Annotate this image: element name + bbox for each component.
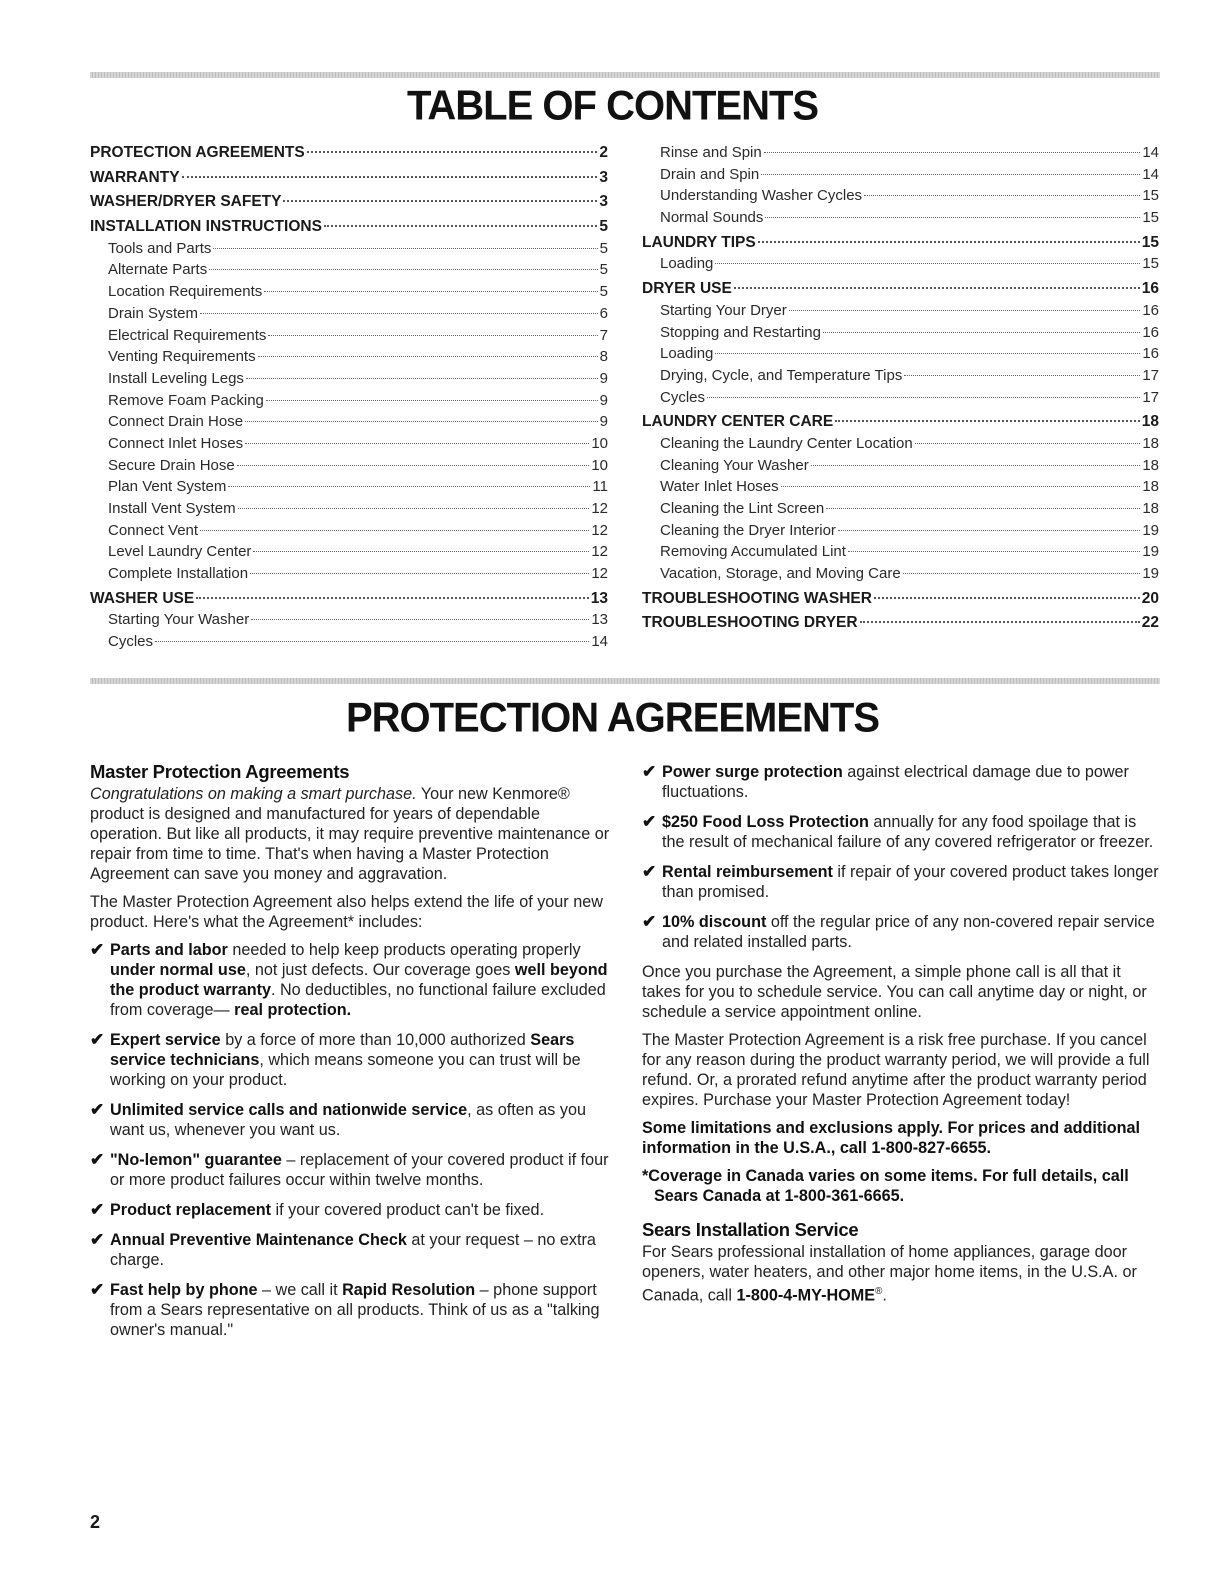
benefit-bold-text: Sears service technicians: [110, 1031, 575, 1069]
toc-entry: [90, 455, 608, 477]
toc-leader-dots: [715, 263, 1140, 264]
benefit-bold-text: Power surge protection: [662, 763, 843, 781]
toc-leader-dots: [268, 335, 597, 336]
toc-entry-page: 9: [599, 369, 608, 387]
intro-italic: Congratulations on making a smart purchase.: [90, 785, 417, 803]
toc-entry-page: 16: [1142, 323, 1159, 341]
toc-entry-page: 11: [592, 478, 608, 496]
benefit-bold-text: Fast help by phone: [110, 1281, 258, 1299]
toc-leader-dots: [258, 356, 598, 357]
toc-entry-label: PROTECTION AGREEMENTS: [90, 144, 305, 161]
toc-entry-page: 7: [599, 326, 608, 344]
toc-entry-label: LAUNDRY CENTER CARE: [642, 413, 834, 431]
toc-entry: [90, 303, 608, 325]
toc-entry-page: 15: [1142, 187, 1159, 205]
toc-entry: [90, 191, 608, 213]
benefit-text: , not just defects. Our coverage goes: [245, 961, 515, 979]
toc-entry: [90, 520, 608, 542]
toc-entry-page: 14: [591, 633, 608, 651]
toc-entry-label: Cleaning the Lint Screen: [660, 500, 825, 517]
benefit-text: – replacement of your covered product if four or more product failures occur within twelve months.: [110, 1151, 609, 1189]
toc-entry-label: Remove Foam Packing: [108, 391, 264, 409]
toc-entry-label: DRYER USE: [642, 280, 732, 298]
toc-entry-label: Cycles: [660, 388, 706, 406]
toc-entry-page: 9: [599, 391, 608, 409]
toc-entry-page: 3: [599, 193, 608, 211]
toc-entry-label: TROUBLESHOOTING DRYER: [642, 614, 858, 632]
toc-entry-label: Starting Your Dryer: [660, 301, 787, 319]
intro-rest: Your new Kenmore® product is designed and manufactured for years of dependable operation. But like all products, it may require preventive maintenance or repair from time to time. That's when having a Master Protection Agreement can save you money and aggravation.: [90, 785, 610, 883]
benefit-text: – phone support from a Sears representative on all products. Think of us as a "talking owner's manual.": [110, 1281, 600, 1339]
toc-entry-page: 18: [1141, 413, 1159, 431]
toc-entry-label: Connect Inlet Hoses: [108, 434, 244, 452]
toc-leader-dots: [324, 225, 597, 227]
toc-leader-dots: [707, 397, 1140, 398]
toc-entry-page: 12: [591, 543, 608, 561]
toc-entry: [90, 238, 608, 260]
checkmark-icon: ✔: [90, 1200, 105, 1219]
schedule-paragraph: Once you purchase the Agreement, a simple phone call is all that it takes for you to schedule service. You can call anytime day or night, or schedule a service appointment online.: [642, 963, 1147, 1021]
toc-entry-label: Electrical Requirements: [108, 326, 267, 344]
toc-leader-dots: [237, 465, 590, 466]
toc-left-column: [90, 142, 608, 653]
toc-entry-page: 15: [1141, 233, 1159, 251]
toc-entry-page: 18: [1142, 478, 1159, 496]
registered-mark: ®: [875, 1286, 883, 1297]
toc-entry-label: Cycles: [108, 633, 154, 651]
benefit-text: if your covered product can't be fixed.: [271, 1201, 545, 1219]
toc-entry-label: Alternate Parts: [108, 261, 208, 279]
toc-leader-dots: [758, 241, 1140, 243]
benefit-bold-text: well beyond the product warranty: [110, 961, 608, 999]
toc-entry: [642, 541, 1159, 563]
page-number: 2: [90, 1512, 101, 1532]
installation-end: .: [882, 1286, 887, 1305]
toc-entry: [90, 142, 608, 164]
toc-entry-label: Vacation, Storage, and Moving Care: [660, 565, 901, 583]
toc-leader-dots: [838, 530, 1140, 531]
checkmark-icon: ✔: [642, 912, 657, 931]
protection-right-column: [642, 762, 1162, 1313]
toc-entry-page: 12: [591, 500, 608, 517]
toc-entry: [90, 563, 608, 585]
toc-entry-label: Install Vent System: [108, 500, 236, 517]
toc-entry: [642, 185, 1159, 207]
toc-entry-label: Stopping and Restarting: [660, 323, 821, 341]
benefit-text: if repair of your covered product takes longer than promised.: [662, 863, 1159, 901]
toc-entry: [642, 476, 1159, 498]
toc-entry-page: 22: [1141, 614, 1159, 632]
toc-entry-label: Connect Vent: [108, 521, 199, 539]
toc-leader-dots: [811, 465, 1141, 466]
toc-entry-page: 10: [591, 434, 608, 452]
toc-entry-label: Connect Drain Hose: [108, 413, 244, 431]
checkmark-icon: ✔: [90, 1280, 105, 1299]
installation-heading: Sears Installation Service: [642, 1219, 859, 1240]
toc-entry-label: TROUBLESHOOTING WASHER: [642, 589, 872, 607]
toc-entry-label: Cleaning Your Washer: [660, 456, 809, 474]
protection-title: PROTECTION AGREEMENTS: [345, 694, 880, 742]
toc-leader-dots: [835, 420, 1140, 422]
toc-entry: [642, 207, 1159, 229]
toc-entry: [90, 216, 608, 238]
toc-entry: [90, 498, 608, 520]
toc-entry-page: 19: [1142, 543, 1159, 561]
benefit-bold-text: real protection.: [234, 1001, 352, 1019]
toc-leader-dots: [200, 530, 589, 531]
toc-entry-page: 12: [591, 521, 608, 539]
toc-entry: [642, 365, 1159, 387]
toc-entry-label: Cleaning the Dryer Interior: [660, 521, 836, 539]
toc-entry-label: Install Leveling Legs: [108, 369, 244, 387]
toc-entry-page: 5: [599, 283, 608, 301]
toc-entry: [642, 433, 1159, 455]
top-rule: [90, 72, 1160, 78]
toc-entry-page: 19: [1142, 521, 1159, 539]
toc-entry: [90, 588, 608, 610]
toc-title: TABLE OF CONTENTS: [406, 82, 819, 130]
toc-entry-page: 5: [599, 261, 608, 279]
toc-entry: [642, 322, 1159, 344]
checkmark-icon: ✔: [90, 1150, 105, 1169]
benefit-item: [642, 912, 1162, 952]
protection-left-column: [90, 762, 610, 1350]
toc-entry: [642, 563, 1159, 585]
toc-leader-dots: [251, 619, 589, 620]
toc-entry: [642, 455, 1159, 477]
benefit-item: [90, 1200, 610, 1220]
toc-leader-dots: [283, 200, 597, 202]
benefit-item: [642, 862, 1162, 902]
toc-entry-label: Secure Drain Hose: [108, 456, 235, 474]
toc-entry-page: 5: [599, 239, 608, 257]
toc-entry: [642, 278, 1159, 300]
toc-entry-page: 3: [599, 168, 608, 186]
toc-entry: [90, 259, 608, 281]
benefit-text: against electrical damage due to power fluctuations.: [662, 763, 1129, 801]
toc-leader-dots: [307, 151, 598, 153]
toc-entry-label: INSTALLATION INSTRUCTIONS: [90, 218, 322, 236]
toc-entry: [642, 520, 1159, 542]
toc-entry: [90, 541, 608, 563]
toc-leader-dots: [904, 375, 1140, 376]
installation-text: For Sears professional installation of home appliances, garage door openers, water heaters, and other major home items, in the U.S.A. or Canada, call: [642, 1243, 1137, 1305]
benefit-text: off the regular price of any non-covered repair service and related installed parts.: [662, 913, 1155, 951]
toc-entry-page: 15: [1142, 209, 1159, 227]
limitations-notice: Some limitations and exclusions apply. For prices and additional information in the U.S.A., call 1-800-827-6655.: [642, 1119, 1141, 1157]
toc-leader-dots: [264, 291, 597, 292]
toc-entry: [90, 167, 608, 189]
toc-entry-label: Level Laundry Center: [108, 543, 252, 561]
toc-entry-page: 9: [599, 413, 608, 431]
toc-entry-page: 18: [1142, 500, 1159, 517]
benefit-bold-text: 10% discount: [662, 913, 767, 931]
toc-entry: [642, 498, 1159, 520]
checkmark-icon: ✔: [90, 1030, 105, 1049]
benefit-item: [90, 1230, 610, 1270]
toc-entry: [90, 609, 608, 631]
benefit-item: [90, 1100, 610, 1140]
toc-entry-page: 16: [1142, 345, 1159, 363]
toc-entry: [90, 631, 608, 653]
toc-entry-label: Loading: [660, 255, 714, 273]
toc-leader-dots: [245, 421, 598, 422]
toc-leader-dots: [765, 217, 1140, 218]
benefit-item: [90, 1280, 610, 1340]
toc-entry-label: Starting Your Washer: [108, 611, 250, 629]
toc-entry-page: 15: [1142, 255, 1159, 273]
toc-entry-page: 12: [591, 565, 608, 583]
toc-entry-label: LAUNDRY TIPS: [642, 233, 756, 251]
toc-leader-dots: [860, 621, 1140, 623]
toc-entry-label: Complete Installation: [108, 565, 249, 583]
toc-leader-dots: [196, 597, 589, 599]
toc-entry: [642, 612, 1159, 634]
toc-entry-label: Plan Vent System: [108, 478, 227, 496]
benefit-list-left: [90, 940, 610, 1340]
benefit-bold-text: $250 Food Loss Protection: [662, 813, 869, 831]
benefit-list-right: [642, 762, 1162, 952]
toc-entry-label: WASHER/DRYER SAFETY: [90, 193, 282, 211]
toc-leader-dots: [266, 400, 598, 401]
benefit-item: [642, 812, 1162, 852]
benefit-item: [90, 1150, 610, 1190]
benefit-text: – we call it: [257, 1281, 343, 1299]
toc-entry-label: Location Requirements: [108, 283, 263, 301]
toc-entry: [90, 368, 608, 390]
toc-leader-dots: [209, 269, 597, 270]
toc-entry: [642, 253, 1159, 275]
toc-entry: [90, 390, 608, 412]
toc-entry-label: Rinse and Spin: [660, 144, 762, 161]
checkmark-icon: ✔: [642, 812, 657, 831]
toc-leader-dots: [789, 310, 1141, 311]
toc-entry-page: 18: [1142, 434, 1159, 452]
risk-free-paragraph: The Master Protection Agreement is a risk free purchase. If you cancel for any reason during the product warranty period, we will provide a full refund. Or, a prorated refund anytime after the product warranty period expires. Purchase your Master Protection Agreement today!: [642, 1031, 1150, 1109]
toc-entry: [642, 387, 1159, 409]
checkmark-icon: ✔: [642, 762, 657, 781]
toc-entry-label: WASHER USE: [90, 589, 195, 607]
checkmark-icon: ✔: [642, 862, 657, 881]
toc-leader-dots: [200, 313, 598, 314]
toc-entry: [90, 281, 608, 303]
toc-leader-dots: [246, 378, 598, 379]
toc-leader-dots: [864, 195, 1140, 196]
toc-leader-dots: [848, 551, 1140, 552]
toc-leader-dots: [715, 353, 1140, 354]
toc-entry: [642, 343, 1159, 365]
benefit-text: , which means someone you can trust will be working on your product.: [110, 1051, 581, 1089]
benefit-bold-text: Unlimited service calls and nationwide service: [110, 1101, 468, 1119]
toc-entry-page: 13: [590, 589, 608, 607]
benefit-item: [90, 940, 610, 1020]
toc-leader-dots: [228, 486, 590, 487]
toc-entry-label: Venting Requirements: [108, 348, 256, 366]
benefit-item: [642, 762, 1162, 802]
toc-entry-label: Drying, Cycle, and Temperature Tips: [660, 366, 903, 384]
toc-entry: [642, 411, 1159, 433]
toc-entry-label: Normal Sounds: [660, 209, 764, 227]
toc-leader-dots: [823, 332, 1140, 333]
toc-entry-page: 6: [599, 304, 608, 322]
intro-paragraph: [90, 784, 610, 884]
toc-entry-label: Understanding Washer Cycles: [660, 187, 863, 205]
benefit-bold-text: "No-lemon" guarantee: [110, 1151, 282, 1169]
toc-entry-page: 17: [1142, 388, 1159, 406]
toc-entry: [90, 325, 608, 347]
toc-leader-dots: [253, 551, 589, 552]
toc-entry-page: 13: [591, 611, 608, 629]
toc-leader-dots: [213, 248, 597, 249]
toc-entry-label: Removing Accumulated Lint: [660, 543, 846, 561]
toc-entry: [642, 164, 1159, 186]
benefit-item: [90, 1030, 610, 1090]
master-protection-heading: Master Protection Agreements: [90, 761, 350, 782]
toc-entry-page: 10: [591, 456, 608, 474]
toc-entry-page: 2: [599, 144, 608, 161]
toc-entry-label: Water Inlet Hoses: [660, 478, 779, 496]
toc-entry: [642, 588, 1159, 610]
benefit-text: annually for any food spoilage that is the result of mechanical failure of any covered refrigerator or freezer.: [662, 813, 1154, 851]
benefit-bold-text: Rental reimbursement: [662, 863, 833, 881]
benefit-text: . No deductibles, no functional failure excluded from coverage—: [110, 981, 606, 1019]
toc-entry-label: Loading: [660, 345, 714, 363]
benefit-bold-text: Annual Preventive Maintenance Check: [110, 1231, 407, 1249]
toc-leader-dots: [826, 508, 1140, 509]
toc-leader-dots: [764, 152, 1141, 153]
checkmark-icon: ✔: [90, 1100, 105, 1119]
toc-entry-page: 16: [1142, 301, 1159, 319]
toc-entry-page: 16: [1141, 280, 1159, 298]
toc-entry: [90, 346, 608, 368]
toc-entry-label: WARRANTY: [90, 168, 180, 186]
toc-leader-dots: [761, 174, 1140, 175]
checkmark-icon: ✔: [90, 1230, 105, 1249]
benefit-text: by a force of more than 10,000 authorized: [220, 1031, 531, 1049]
toc-entry: [642, 232, 1159, 254]
canada-notice: *Coverage in Canada varies on some items. For full details, call Sears Canada at 1-800-361-6665.: [642, 1167, 1129, 1205]
toc-entry: [90, 411, 608, 433]
benefit-bold-text: Expert service: [110, 1031, 221, 1049]
toc-entry-page: 19: [1142, 565, 1159, 583]
middle-rule: [90, 678, 1160, 684]
benefit-text: , as often as you want us, whenever you want us.: [110, 1101, 586, 1139]
toc-leader-dots: [155, 641, 589, 642]
toc-leader-dots: [734, 287, 1140, 289]
toc-leader-dots: [915, 443, 1141, 444]
toc-leader-dots: [182, 176, 598, 178]
toc-entry-page: 18: [1142, 456, 1159, 474]
toc-entry: [90, 433, 608, 455]
toc-entry-page: 20: [1141, 589, 1159, 607]
benefit-text: at your request – no extra charge.: [110, 1231, 596, 1269]
includes-paragraph: The Master Protection Agreement also helps extend the life of your new product. Here's what the Agreement* includes:: [90, 893, 603, 931]
installation-paragraph: [642, 1242, 1162, 1305]
installation-phone: 1-800-4-MY-HOME: [736, 1286, 876, 1305]
checkmark-icon: ✔: [90, 940, 105, 959]
toc-entry-page: 14: [1142, 144, 1159, 161]
toc-entry: [642, 142, 1159, 164]
toc-entry-page: 14: [1142, 165, 1159, 183]
toc-leader-dots: [250, 573, 589, 574]
toc-entry-label: Cleaning the Laundry Center Location: [660, 434, 913, 452]
toc-entry: [642, 300, 1159, 322]
toc-entry-label: Drain and Spin: [660, 165, 760, 183]
benefit-bold-text: Parts and labor: [110, 941, 228, 959]
toc-entry-page: 5: [599, 218, 608, 236]
toc-leader-dots: [245, 443, 589, 444]
benefit-bold-text: under normal use: [110, 961, 246, 979]
benefit-text: needed to help keep products operating properly: [227, 941, 581, 959]
benefit-bold-text: Product replacement: [110, 1201, 272, 1219]
toc-right-column: [642, 142, 1159, 634]
benefit-bold-text: Rapid Resolution: [342, 1281, 476, 1299]
toc-leader-dots: [238, 508, 590, 509]
toc-leader-dots: [874, 597, 1140, 599]
toc-entry-page: 17: [1142, 366, 1159, 384]
toc-entry-page: 8: [599, 348, 608, 366]
toc-entry: [90, 476, 608, 498]
toc-leader-dots: [903, 573, 1141, 574]
toc-entry-label: Tools and Parts: [108, 239, 212, 257]
toc-leader-dots: [781, 486, 1141, 487]
toc-entry-label: Drain System: [108, 304, 199, 322]
